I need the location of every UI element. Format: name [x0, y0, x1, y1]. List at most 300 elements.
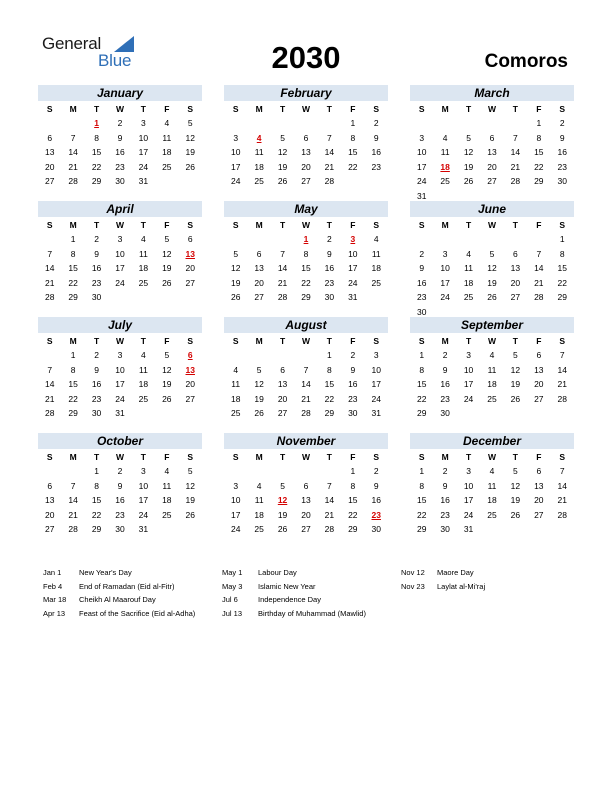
day-cell: 31: [115, 408, 125, 418]
weekday-label: S: [46, 104, 53, 114]
weekday-label: T: [279, 452, 286, 462]
holiday-entry: [222, 580, 366, 594]
day-cell: 24: [463, 509, 474, 520]
day-cell: 24: [138, 161, 149, 172]
day-cell: 17: [230, 509, 241, 520]
day-cell: 9: [327, 248, 332, 259]
day-cell: 4: [373, 234, 379, 244]
day-cell: 17: [371, 379, 381, 389]
empty-day-cell: [318, 464, 341, 479]
day-cell: 29: [91, 176, 102, 186]
month-title: January: [38, 85, 202, 101]
day-cell: 10: [230, 495, 241, 505]
month-august: [224, 317, 388, 421]
week-row: [410, 131, 574, 146]
day-cell: 16: [371, 495, 381, 505]
day-cell: 12: [254, 379, 264, 389]
day-cell: 26: [277, 176, 288, 186]
day-cell: 13: [44, 147, 55, 157]
month-title: September: [410, 317, 574, 333]
holiday-day-cell: 3: [350, 234, 356, 244]
day-cell: 7: [536, 248, 542, 259]
day-cell: 23: [440, 393, 450, 404]
weekday-header: [38, 335, 202, 348]
empty-day-cell: [38, 348, 61, 363]
day-cell: 7: [47, 364, 53, 375]
day-cell: 23: [324, 277, 335, 288]
day-cell: 24: [463, 393, 474, 404]
day-cell: 26: [185, 161, 195, 172]
weekday-label: F: [350, 220, 356, 230]
day-cell: 7: [47, 248, 53, 259]
holiday-date: Nov 23: [401, 581, 425, 591]
weekday-label: M: [69, 220, 77, 230]
empty-day-cell: [179, 406, 202, 421]
empty-day-cell: [61, 116, 84, 131]
empty-day-cell: [179, 174, 202, 189]
weekday-label: W: [301, 220, 310, 230]
day-cell: 4: [466, 248, 471, 259]
day-cell: 23: [371, 161, 381, 172]
week-row: [224, 406, 388, 421]
day-cell: 25: [162, 161, 172, 172]
month-september: [410, 317, 574, 421]
weekday-label: F: [536, 104, 542, 114]
holiday-entry: [401, 566, 485, 580]
month-title: December: [410, 433, 574, 449]
day-cell: 10: [138, 132, 149, 143]
day-cell: 4: [141, 234, 146, 244]
day-cell: 9: [94, 364, 99, 375]
week-row: [410, 508, 574, 523]
day-cell: 15: [91, 495, 102, 505]
month-title: June: [410, 201, 574, 217]
day-cell: 22: [534, 161, 544, 172]
day-cell: 12: [185, 480, 195, 491]
weekday-label: S: [373, 452, 380, 462]
day-cell: 17: [138, 495, 149, 505]
weekday-header: [410, 335, 574, 348]
week-row: [38, 261, 202, 276]
day-cell: 19: [185, 495, 195, 505]
day-cell: 5: [256, 364, 262, 375]
month-title: July: [38, 317, 202, 333]
weekday-label: T: [512, 452, 518, 462]
day-cell: 10: [115, 364, 125, 375]
day-cell: 17: [416, 161, 427, 172]
day-cell: 19: [277, 509, 288, 520]
month-title: October: [38, 433, 202, 449]
empty-day-cell: [155, 174, 178, 189]
day-cell: 2: [327, 234, 332, 244]
empty-day-cell: [224, 232, 247, 247]
day-cell: 16: [440, 495, 450, 505]
holiday-entry: [401, 580, 485, 594]
weekday-label: S: [232, 336, 239, 346]
day-cell: 30: [440, 524, 450, 534]
empty-day-cell: [527, 406, 550, 421]
holiday-entry: [222, 566, 366, 580]
weekday-label: T: [512, 220, 518, 230]
day-cell: 5: [489, 248, 495, 259]
day-cell: 25: [440, 176, 450, 186]
day-cell: 17: [115, 263, 125, 273]
day-cell: 28: [301, 408, 311, 418]
day-cell: 1: [419, 466, 425, 476]
day-cell: 17: [463, 379, 474, 389]
day-cell: 29: [557, 292, 567, 302]
weekday-label: M: [255, 220, 263, 230]
weekday-label: T: [93, 104, 100, 114]
day-cell: 6: [489, 132, 495, 143]
day-cell: 20: [44, 161, 55, 172]
holiday-entry: [43, 566, 195, 580]
day-cell: 11: [138, 364, 148, 375]
weekday-label: F: [536, 452, 542, 462]
day-cell: 18: [254, 161, 264, 172]
day-cell: 31: [348, 292, 358, 302]
day-cell: 10: [440, 263, 450, 273]
day-cell: 2: [117, 466, 123, 476]
empty-day-cell: [457, 232, 480, 247]
day-cell: 5: [164, 350, 170, 360]
empty-day-cell: [527, 232, 550, 247]
empty-day-cell: [433, 116, 456, 131]
holiday-name: End of Ramadan (Eid al-Fitr): [79, 581, 175, 591]
weekday-label: W: [115, 104, 124, 114]
weekday-label: T: [465, 220, 472, 230]
empty-day-cell: [224, 116, 247, 131]
holiday-date: Mar 18: [43, 595, 67, 605]
month-title: August: [224, 317, 388, 333]
day-cell: 5: [164, 234, 170, 244]
week-row: [224, 174, 388, 189]
day-cell: 2: [373, 118, 379, 128]
day-cell: 29: [534, 176, 544, 186]
day-cell: 21: [510, 161, 521, 172]
weekday-label: S: [46, 220, 53, 230]
day-cell: 20: [487, 161, 497, 172]
day-cell: 14: [557, 364, 567, 375]
empty-day-cell: [410, 232, 433, 247]
day-cell: 22: [557, 277, 567, 288]
day-cell: 22: [68, 393, 78, 404]
weekday-label: F: [350, 452, 356, 462]
day-cell: 21: [68, 509, 78, 520]
day-cell: 3: [466, 466, 471, 476]
weekday-label: T: [279, 336, 286, 346]
week-row: [38, 493, 202, 508]
day-cell: 20: [301, 161, 311, 172]
day-cell: 7: [327, 480, 332, 491]
weekday-header: [224, 103, 388, 116]
weekday-label: W: [115, 220, 124, 230]
week-row: [410, 522, 574, 537]
empty-day-cell: [457, 116, 480, 131]
weekday-label: S: [418, 336, 425, 346]
day-cell: 31: [138, 176, 149, 186]
empty-day-cell: [247, 232, 270, 247]
holiday-name: Laylat al-Mi'raj: [437, 581, 486, 591]
week-row: [410, 174, 574, 189]
day-cell: 6: [280, 364, 285, 375]
day-cell: 11: [487, 480, 497, 491]
day-cell: 27: [534, 509, 544, 520]
empty-day-cell: [247, 464, 270, 479]
week-row: [410, 392, 574, 407]
holiday-day-cell: 13: [185, 248, 195, 259]
holiday-name: Cheikh Al Maarouf Day: [79, 595, 156, 605]
weekday-label: M: [255, 104, 263, 114]
weekday-label: T: [93, 336, 100, 346]
holiday-name: Independence Day: [258, 595, 321, 605]
month-may: [224, 201, 388, 305]
holiday-day-cell: 18: [440, 161, 450, 172]
day-cell: 29: [416, 524, 427, 534]
day-cell: 30: [91, 292, 102, 302]
weekday-label: W: [115, 452, 124, 462]
day-cell: 11: [440, 147, 450, 157]
day-cell: 5: [187, 466, 193, 476]
day-cell: 11: [464, 263, 473, 273]
day-cell: 21: [557, 379, 567, 389]
empty-day-cell: [365, 290, 388, 305]
holiday-date: May 3: [222, 581, 243, 591]
day-cell: 15: [324, 379, 335, 389]
empty-day-cell: [271, 348, 294, 363]
weekday-label: S: [187, 336, 194, 346]
empty-day-cell: [433, 232, 456, 247]
day-cell: 12: [162, 248, 172, 259]
day-cell: 28: [277, 292, 288, 302]
weekday-label: F: [164, 452, 170, 462]
empty-day-cell: [38, 232, 61, 247]
weekday-label: M: [69, 336, 77, 346]
day-cell: 12: [185, 132, 195, 143]
weekday-label: M: [441, 104, 449, 114]
holiday-date: Jul 13: [222, 609, 243, 619]
day-cell: 17: [230, 161, 241, 172]
week-row: [224, 392, 388, 407]
day-cell: 5: [233, 248, 239, 259]
day-cell: 8: [350, 132, 356, 143]
day-cell: 19: [230, 277, 241, 288]
day-cell: 14: [301, 379, 311, 389]
day-cell: 19: [162, 379, 172, 389]
week-row: [224, 261, 388, 276]
day-cell: 27: [185, 393, 195, 404]
weekday-label: F: [164, 336, 170, 346]
empty-day-cell: [294, 348, 317, 363]
day-cell: 21: [277, 277, 288, 288]
holiday-day-cell: 6: [187, 350, 193, 360]
day-cell: 24: [230, 524, 241, 534]
week-row: [38, 348, 202, 363]
day-cell: 28: [324, 524, 335, 534]
weekday-label: W: [301, 104, 310, 114]
day-cell: 17: [115, 379, 125, 389]
day-cell: 5: [187, 118, 193, 128]
day-cell: 10: [348, 248, 358, 259]
day-cell: 8: [70, 364, 76, 375]
day-cell: 27: [185, 277, 195, 288]
day-cell: 4: [489, 466, 495, 476]
day-cell: 2: [94, 350, 99, 360]
day-cell: 12: [162, 364, 172, 375]
day-cell: 7: [559, 466, 565, 476]
week-row: [38, 290, 202, 305]
day-cell: 9: [442, 364, 448, 375]
day-cell: 26: [254, 408, 264, 418]
holiday-day-cell: 12: [277, 495, 288, 505]
month-april: [38, 201, 202, 305]
day-cell: 12: [487, 263, 497, 273]
weekday-label: S: [418, 104, 425, 114]
weekday-label: S: [46, 336, 53, 346]
day-cell: 26: [463, 176, 474, 186]
day-cell: 27: [534, 393, 544, 404]
day-cell: 11: [371, 248, 381, 259]
weekday-label: T: [140, 452, 146, 462]
day-cell: 1: [70, 234, 76, 244]
weekday-label: S: [46, 452, 53, 462]
day-cell: 4: [233, 364, 239, 375]
day-cell: 21: [324, 161, 335, 172]
week-row: [224, 145, 388, 160]
day-cell: 18: [138, 379, 149, 389]
day-cell: 8: [419, 480, 425, 491]
day-cell: 20: [534, 379, 544, 389]
empty-day-cell: [504, 116, 527, 131]
day-cell: 1: [419, 350, 425, 360]
day-cell: 24: [371, 393, 381, 404]
day-cell: 5: [280, 132, 285, 143]
weekday-label: T: [326, 452, 332, 462]
day-cell: 30: [557, 176, 567, 186]
day-cell: 1: [94, 466, 99, 476]
empty-day-cell: [504, 232, 527, 247]
holiday-date: May 1: [222, 568, 243, 577]
day-cell: 23: [416, 292, 427, 302]
empty-day-cell: [132, 290, 155, 305]
day-cell: 4: [164, 466, 170, 476]
holiday-entry: [43, 580, 195, 594]
day-cell: 2: [442, 466, 448, 476]
week-row: [410, 247, 574, 262]
day-cell: 2: [419, 248, 425, 259]
month-title: November: [224, 433, 388, 449]
weekday-header: [224, 335, 388, 348]
week-row: [410, 363, 574, 378]
day-cell: 27: [254, 292, 264, 302]
holiday-entry: [43, 607, 195, 621]
empty-day-cell: [108, 290, 131, 305]
day-cell: 20: [510, 277, 521, 288]
empty-day-cell: [247, 116, 270, 131]
day-cell: 9: [373, 480, 379, 491]
holiday-column: [222, 566, 366, 621]
weekday-label: F: [536, 336, 542, 346]
day-cell: 21: [68, 161, 78, 172]
day-cell: 8: [350, 480, 356, 491]
day-cell: 2: [559, 118, 565, 128]
empty-day-cell: [132, 406, 155, 421]
day-cell: 4: [442, 132, 448, 143]
month-title: May: [224, 201, 388, 217]
day-cell: 12: [510, 480, 521, 491]
day-cell: 29: [301, 292, 311, 302]
weekday-label: T: [326, 336, 332, 346]
day-cell: 12: [510, 364, 521, 375]
day-cell: 16: [115, 147, 125, 157]
day-cell: 11: [138, 248, 148, 259]
day-cell: 13: [534, 480, 544, 491]
day-cell: 15: [68, 379, 78, 389]
day-cell: 22: [91, 161, 102, 172]
day-cell: 29: [91, 524, 102, 534]
day-cell: 18: [138, 263, 149, 273]
day-cell: 18: [487, 495, 497, 505]
day-cell: 31: [416, 190, 427, 201]
day-cell: 3: [141, 118, 146, 128]
day-cell: 20: [185, 379, 195, 389]
day-cell: 13: [301, 495, 311, 505]
day-cell: 19: [510, 379, 521, 389]
holiday-entry: [222, 593, 366, 607]
day-cell: 8: [303, 248, 309, 259]
day-cell: 3: [141, 466, 146, 476]
day-cell: 20: [277, 393, 288, 404]
day-cell: 1: [559, 234, 565, 244]
day-cell: 21: [557, 495, 567, 505]
day-cell: 23: [440, 509, 450, 520]
day-cell: 25: [162, 509, 172, 520]
day-cell: 26: [185, 509, 195, 520]
empty-day-cell: [247, 348, 270, 363]
day-cell: 6: [536, 350, 542, 360]
day-cell: 22: [91, 509, 102, 520]
day-cell: 6: [256, 248, 262, 259]
day-cell: 1: [536, 118, 542, 128]
day-cell: 11: [254, 147, 264, 157]
weekday-label: T: [465, 104, 472, 114]
day-cell: 30: [440, 408, 450, 418]
day-cell: 26: [162, 393, 172, 404]
month-title: April: [38, 201, 202, 217]
weekday-label: M: [255, 336, 263, 346]
week-row: [224, 508, 388, 523]
month-june: [410, 201, 574, 319]
week-row: [38, 116, 202, 131]
day-cell: 8: [327, 364, 332, 375]
week-row: [224, 363, 388, 378]
day-cell: 18: [254, 509, 264, 520]
empty-day-cell: [179, 290, 202, 305]
day-cell: 19: [510, 495, 521, 505]
day-cell: 26: [510, 509, 521, 520]
day-cell: 31: [463, 524, 474, 534]
day-cell: 28: [68, 176, 78, 186]
day-cell: 16: [557, 147, 567, 157]
weekday-label: T: [279, 220, 286, 230]
day-cell: 15: [348, 147, 358, 157]
week-row: [38, 160, 202, 175]
day-cell: 18: [463, 277, 474, 288]
day-cell: 24: [440, 292, 450, 302]
day-cell: 14: [557, 480, 567, 491]
day-cell: 30: [91, 408, 102, 418]
day-cell: 5: [513, 466, 518, 476]
